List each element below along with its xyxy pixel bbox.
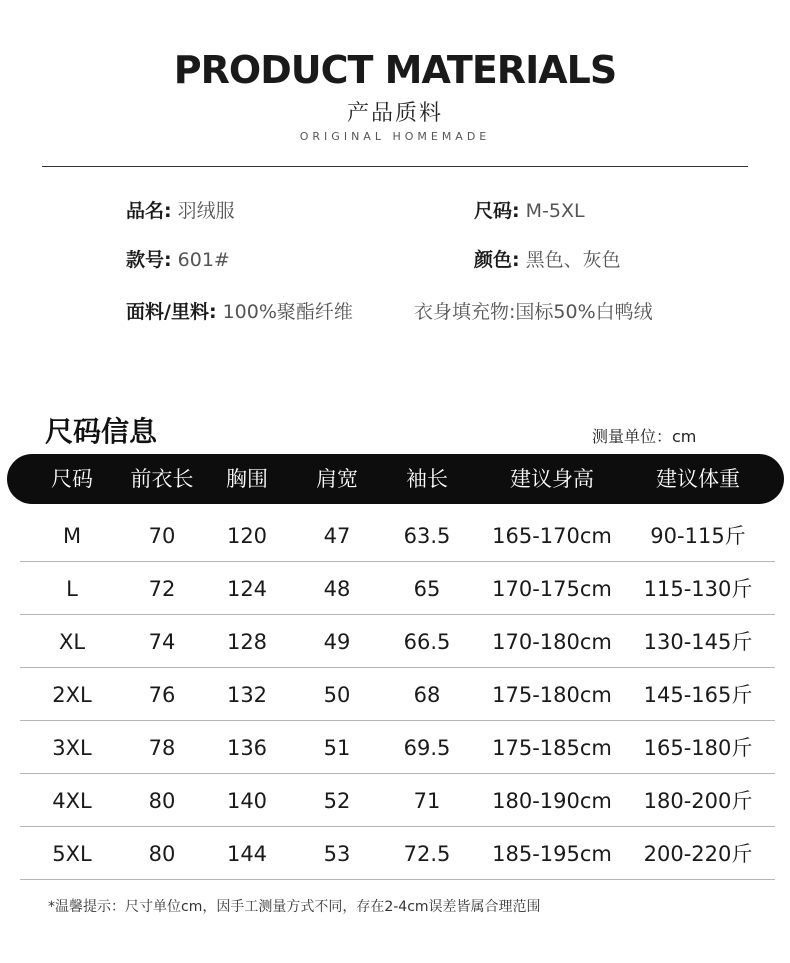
size-table-header <box>7 454 784 504</box>
table-cell: 51 <box>323 736 351 760</box>
spec-label: 面料/里料: <box>126 301 217 323</box>
table-cell: 4XL <box>52 789 92 813</box>
table-cell: 63.5 <box>403 524 451 548</box>
size-info-heading: 尺码信息 <box>45 415 158 448</box>
spec-value: 601# <box>177 249 230 271</box>
table-cell: 128 <box>226 630 268 654</box>
table-cell: 78 <box>148 736 176 760</box>
table-cell: 130-145斤 <box>643 630 753 654</box>
spec-size-range <box>474 196 585 223</box>
table-row <box>20 509 775 562</box>
subtitle-chinese: 产品质料 <box>346 101 443 126</box>
column-header: 建议身高 <box>510 467 594 491</box>
table-cell: 170-180cm <box>492 630 612 654</box>
table-cell: L <box>66 577 78 601</box>
spec-filling <box>414 297 653 324</box>
table-row <box>20 774 775 827</box>
table-cell: 74 <box>148 630 176 654</box>
table-row <box>20 668 775 721</box>
table-cell: 80 <box>148 789 176 813</box>
subtitle-english: ORIGINAL HOMEMADE <box>299 130 491 143</box>
column-header: 肩宽 <box>316 467 358 491</box>
table-cell: 48 <box>323 577 351 601</box>
table-cell: 90-115斤 <box>650 524 746 548</box>
table-cell: 47 <box>323 524 351 548</box>
spec-fabric <box>126 297 353 324</box>
measurement-unit-note: 测量单位：cm <box>592 427 697 446</box>
table-cell: 53 <box>323 842 351 866</box>
table-cell: 71 <box>413 789 441 813</box>
table-cell: 132 <box>226 683 268 707</box>
table-cell: 144 <box>226 842 268 866</box>
table-cell: 66.5 <box>403 630 451 654</box>
spec-product-name <box>126 196 235 223</box>
divider <box>42 166 748 167</box>
table-cell: 70 <box>148 524 176 548</box>
table-row <box>20 562 775 615</box>
table-cell: 76 <box>148 683 176 707</box>
table-cell: 170-175cm <box>492 577 612 601</box>
table-cell: 120 <box>226 524 268 548</box>
table-cell: 136 <box>226 736 268 760</box>
table-cell: 2XL <box>52 683 92 707</box>
table-row <box>20 615 775 668</box>
table-cell: 3XL <box>52 736 92 760</box>
spec-label: 颜色: <box>474 249 520 271</box>
spec-value: 衣身填充物:国标50%白鸭绒 <box>414 301 653 323</box>
table-cell: 180-190cm <box>492 789 612 813</box>
spec-model-number <box>126 245 230 272</box>
column-header: 袖长 <box>406 467 448 491</box>
table-cell: 145-165斤 <box>643 683 753 707</box>
table-cell: 69.5 <box>403 736 451 760</box>
table-cell: 65 <box>413 577 441 601</box>
table-cell: 72 <box>148 577 176 601</box>
table-cell: 180-200斤 <box>643 789 753 813</box>
spec-value: 黑色、灰色 <box>525 249 621 271</box>
table-cell: 165-180斤 <box>643 736 753 760</box>
table-cell: 165-170cm <box>492 524 612 548</box>
spec-label: 尺码: <box>474 200 520 222</box>
table-cell: 50 <box>323 683 351 707</box>
page-title: PRODUCT MATERIALS <box>173 48 617 92</box>
table-cell: 140 <box>226 789 268 813</box>
table-cell: 115-130斤 <box>643 577 753 601</box>
table-cell: 49 <box>323 630 351 654</box>
spec-value: M-5XL <box>525 200 585 222</box>
spec-label: 款号: <box>126 249 172 271</box>
table-cell: 80 <box>148 842 176 866</box>
spec-value: 羽绒服 <box>177 200 235 222</box>
table-cell: 200-220斤 <box>643 842 753 866</box>
column-header: 胸围 <box>226 467 268 491</box>
table-cell: 52 <box>323 789 351 813</box>
column-header: 建议体重 <box>656 467 740 491</box>
table-cell: 68 <box>413 683 441 707</box>
table-cell: 5XL <box>52 842 92 866</box>
spec-label: 品名: <box>126 200 172 222</box>
measurement-footnote: *温馨提示：尺寸单位cm，因手工测量方式不同，存在2-4cm误差皆属合理范围 <box>48 899 541 915</box>
column-header: 前衣长 <box>130 467 194 491</box>
table-row <box>20 827 775 880</box>
table-cell: 175-185cm <box>492 736 612 760</box>
column-header: 尺码 <box>51 467 93 491</box>
table-cell: M <box>62 524 82 548</box>
table-row <box>20 721 775 774</box>
spec-colors <box>474 245 621 272</box>
table-cell: 185-195cm <box>492 842 612 866</box>
table-cell: XL <box>58 630 86 654</box>
table-cell: 72.5 <box>403 842 451 866</box>
spec-value: 100%聚酯纤维 <box>222 301 353 323</box>
table-cell: 175-180cm <box>492 683 612 707</box>
table-cell: 124 <box>226 577 268 601</box>
